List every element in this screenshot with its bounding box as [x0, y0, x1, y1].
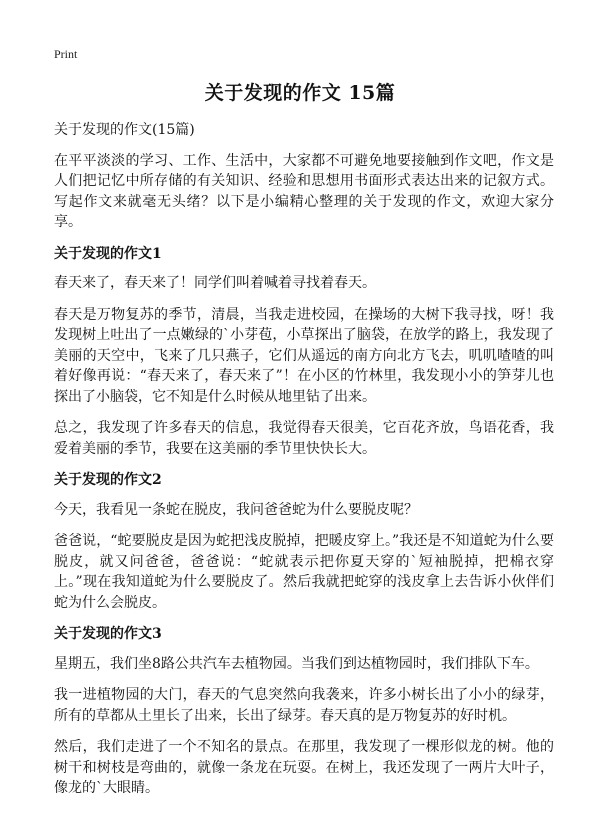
- section-heading: 关于发现的作文3: [54, 626, 162, 642]
- section-heading: 关于发现的作文2: [54, 472, 162, 488]
- paragraph: 爸爸说，“蛇要脱皮是因为蛇把浅皮脱掉，把暖皮穿上。”我还是不知道蛇为什么要脱皮，就又问爸爸，爸爸说：“蛇就表示把你夏天穿的`短袖脱掉，把棉衣穿上。”现在我知道蛇为什么要脱皮了。然后我就把蛇穿的浅皮拿上去告诉小伙伴们蛇为什么会脱皮。: [54, 533, 554, 611]
- intro-paragraph: 在平平淡淡的学习、工作、生活中，大家都不可避免地要接触到作文吧，作文是人们把记忆中所存储的有关知识、经验和思想用书面形式表达出来的记叙方式。写起作文来就毫无头绪？以下是小编精心整理的关于发现的作文，欢迎大家分享。: [54, 152, 554, 230]
- article-subtitle: 关于发现的作文(15篇): [54, 122, 195, 138]
- paragraph: 星期五，我们坐8路公共汽车去植物园。当我们到达植物园时，我们排队下车。: [54, 655, 539, 672]
- article-body: [54, 120, 554, 810]
- section-2: [54, 470, 554, 613]
- section-3: [54, 624, 554, 799]
- print-link[interactable]: Print: [54, 47, 78, 61]
- section-1: [54, 244, 554, 460]
- paragraph: 春天来了，春天来了！同学们叫着喊着寻找着春天。: [54, 275, 376, 291]
- paragraph: 总之，我发现了许多春天的信息，我觉得春天很美，它百花齐放，鸟语花香，我爱着美丽的季节，我要在这美丽的季节里快快长大。: [54, 420, 554, 457]
- paragraph: 今天，我看见一条蛇在脱皮，我问爸爸蛇为什么要脱皮呢？: [54, 501, 418, 518]
- paragraph: 我一进植物园的大门，春天的气息突然向我袭来，许多小树长出了小小的绿芽，所有的草都从土里长了出来，长出了绿芽。春天真的是万物复苏的好时机。: [54, 687, 554, 724]
- paragraph: 春天是万物复苏的季节，清晨，当我走进校园，在操场的大树下我寻找，呀！我发现树上吐出了一点嫩绿的`小芽苞，小草探出了脑袋，在放学的路上，我发现了美丽的天空中，飞来了几只燕子，它们从遥远的南方向北方飞去，叽叽喳喳的叫着好像再说：“春天来了，春天来了”！在小区的竹林里，我发现小小的笋芽儿也探出了小脑袋，它不知是什么时候从地里钻了出来。: [54, 306, 554, 405]
- page-title: 关于发现的作文 15篇: [204, 82, 396, 104]
- section-heading: 关于发现的作文1: [54, 245, 162, 262]
- paragraph: 然后，我们走进了一个不知名的景点。在那里，我发现了一棵形似龙的树。他的树干和树枝是弯曲的，就像一条龙在玩耍。在树上，我还发现了一两片大叶子，像龙的`大眼睛。: [54, 739, 554, 796]
